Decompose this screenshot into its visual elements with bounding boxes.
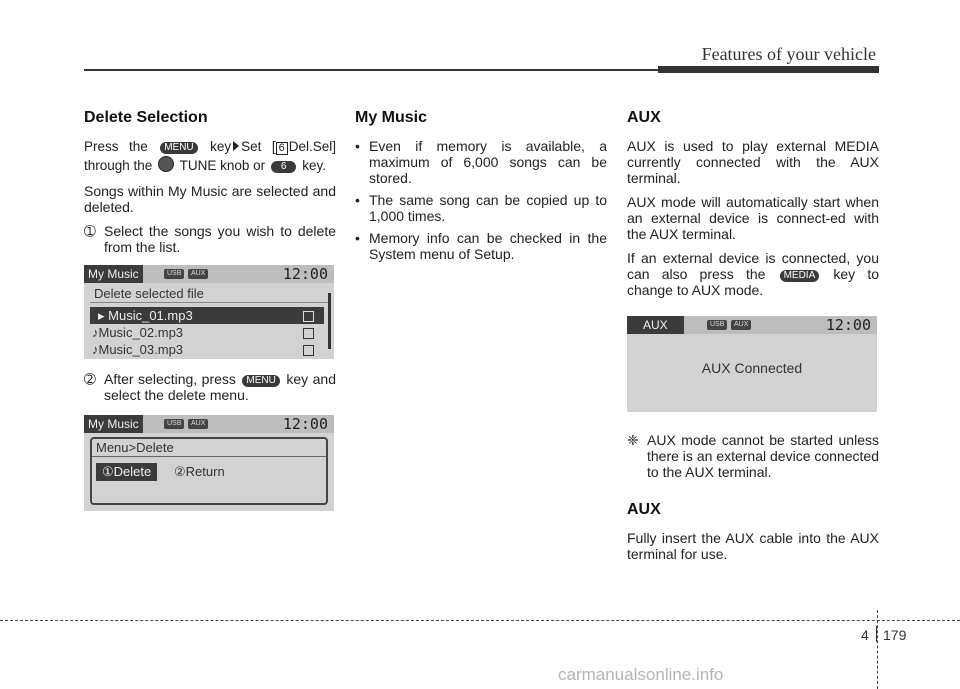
file-row: ♪Music_03.mp3: [84, 341, 334, 358]
step-1: [84, 223, 336, 255]
scrollbar: [328, 293, 331, 349]
screen-title: My Music: [84, 265, 143, 283]
text: TUNE knob or: [179, 158, 266, 173]
watermark: carmanualsonline.info: [558, 665, 724, 684]
screen-title: AUX: [627, 316, 684, 334]
paragraph: AUX mode will automatically start when an external device is connect-ed with the AUX terminal.: [627, 194, 879, 242]
section-heading: My Music: [355, 109, 428, 126]
number-6-icon: 6: [276, 142, 288, 155]
checkbox: [303, 311, 314, 322]
screen-subtitle: Delete selected file: [90, 285, 328, 303]
page-number-separator: [876, 626, 877, 642]
screen-status-bar: [627, 316, 877, 334]
section-heading: Delete Selection: [84, 109, 208, 126]
aux-badge: AUX: [188, 269, 208, 279]
step-text: [104, 371, 336, 403]
aux-badge: AUX: [731, 320, 751, 330]
note-icon: ❈: [627, 432, 639, 448]
bullet-list: [355, 138, 607, 262]
screen-menu-delete: [84, 415, 334, 511]
column-delete-selection: [84, 110, 336, 511]
step-marker: ➀: [84, 223, 96, 239]
screen-aux-connected: [627, 316, 877, 412]
step-text: Select the songs you wish to delete from the list.: [104, 223, 336, 255]
text: key: [210, 139, 232, 154]
usb-badge: USB: [707, 320, 727, 330]
aux-message: AUX Connected: [701, 360, 803, 376]
screen-delete-selected-file: [84, 265, 334, 359]
step-2: [84, 371, 336, 403]
text: If an external device is connected, you can also press the: [627, 250, 879, 282]
paragraph: [627, 250, 879, 298]
text: key and select the delete menu.: [104, 371, 337, 403]
crop-line-horizontal: [0, 620, 960, 621]
screen-status-bar: [84, 415, 334, 433]
section-heading: AUX: [627, 109, 661, 126]
text: key to change to AUX mode.: [627, 266, 880, 298]
paragraph: AUX is used to play external MEDIA currently connected with the AUX terminal.: [627, 138, 879, 186]
chapter-number: 4: [861, 627, 869, 643]
file-row: ▸ Music_01.mp3: [90, 307, 324, 324]
text: After selecting, press: [104, 371, 236, 387]
clock: 12:00: [282, 265, 328, 283]
delete-option: ①Delete: [96, 463, 157, 481]
text: Set [: [241, 139, 276, 154]
menu-options: [92, 463, 326, 485]
paragraph: Fully insert the AUX cable into the AUX terminal for use.: [627, 530, 879, 562]
menu-key-icon: MENU: [242, 375, 279, 387]
arrow-right-icon: [233, 141, 239, 151]
step-marker: ➁: [84, 371, 96, 387]
header-accent-bar: [658, 66, 879, 73]
file-name: Music_03.mp3: [98, 342, 184, 357]
text: key.: [302, 158, 326, 173]
tune-knob-icon: [158, 156, 174, 172]
column-my-music: [355, 110, 607, 268]
aux-badge: AUX: [188, 419, 208, 429]
column-aux: [627, 110, 879, 570]
file-name: Music_01.mp3: [108, 308, 193, 323]
checkbox: [303, 345, 314, 356]
crop-line-vertical: [877, 610, 878, 689]
checkbox: [303, 328, 314, 339]
list-item-text: The same song can be copied up to 1,000 times.: [369, 192, 607, 224]
menu-key-icon: MENU: [160, 142, 197, 154]
file-row: ♪Music_02.mp3: [84, 324, 334, 341]
list-item-text: Even if memory is available, a maximum of 6,000 songs can be stored.: [369, 138, 607, 186]
text: Del.Sel]: [288, 139, 336, 154]
page-number: 179: [883, 627, 907, 643]
clock: 12:00: [825, 316, 871, 334]
media-key-icon: MEDIA: [780, 270, 820, 282]
description-paragraph: Songs within My Music are selected and deleted.: [84, 183, 336, 215]
note-text: AUX mode cannot be started unless there is an external device connected to the AUX terminal.: [647, 432, 879, 480]
text: Press the: [84, 139, 148, 154]
section-heading: AUX: [627, 501, 661, 518]
instruction-paragraph: [84, 138, 336, 175]
list-item-text: Memory info can be checked in the System menu of Setup.: [369, 230, 607, 262]
menu-path: Menu>Delete: [92, 439, 326, 457]
list-item: • Even if memory is available, a maximum of 6,000 songs can be stored.: [355, 138, 607, 186]
return-option: ②Return: [174, 464, 225, 479]
usb-badge: USB: [164, 269, 184, 279]
menu-popup: [90, 437, 328, 505]
page-header-title: Features of your vehicle: [701, 44, 876, 64]
clock: 12:00: [282, 415, 328, 433]
note: [627, 432, 879, 480]
list-item: • The same song can be copied up to 1,000 times.: [355, 192, 607, 224]
screen-status-bar: [84, 265, 334, 283]
key-6-icon: 6: [271, 161, 297, 173]
screen-title: My Music: [84, 415, 143, 433]
file-name: Music_02.mp3: [98, 325, 184, 340]
list-item: • Memory info can be checked in the System menu of Setup.: [355, 230, 607, 262]
text: through the: [84, 158, 153, 173]
usb-badge: USB: [164, 419, 184, 429]
